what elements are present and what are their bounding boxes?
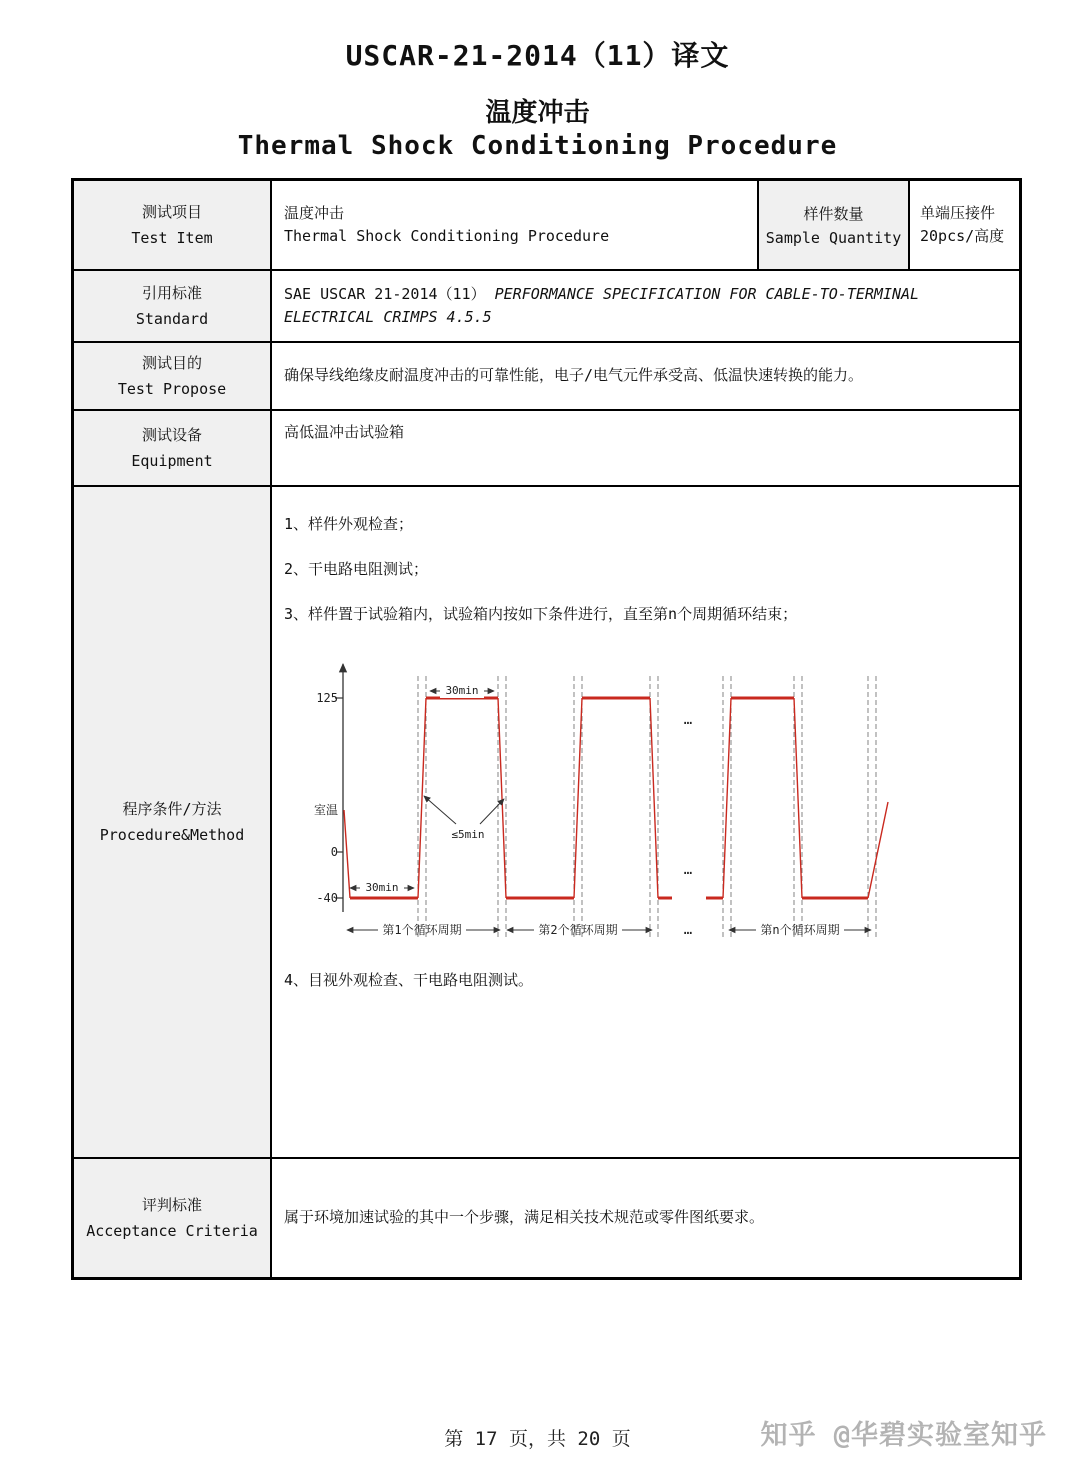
- thermal-cycle-chart: [310, 650, 910, 950]
- test-item-label-cell: [74, 181, 272, 269]
- cycle-boundary-dashed-lines: [418, 676, 876, 940]
- cycle-n-label: 第n个循环周期: [760, 923, 840, 937]
- standard-label-cell: [74, 271, 272, 341]
- equipment-label-cell: [74, 411, 272, 485]
- row-test-item: [74, 181, 1019, 271]
- ytick-125: 125: [316, 691, 338, 705]
- standard-label-cn: 引用标准: [141, 284, 202, 303]
- low-dwell-label: 30min: [365, 881, 399, 894]
- equipment-label-en: Equipment: [131, 451, 213, 470]
- procedure-label-en: Procedure&Method: [99, 825, 245, 844]
- test-item-label-cn: 测试项目: [141, 203, 202, 222]
- sample-quantity-value-line1: 单端压接件: [920, 203, 996, 222]
- acceptance-label-cell: [74, 1159, 272, 1277]
- cycle-n-span: [729, 922, 871, 937]
- doc-title: USCAR-21-2014（11）译文: [345, 39, 730, 72]
- temperature-plateaus: [350, 698, 868, 898]
- cycle-1-span: [347, 922, 500, 937]
- procedure-step-1: 1、样件外观检查；: [284, 515, 414, 533]
- equipment-value: 高低温冲击试验箱: [284, 423, 405, 441]
- purpose-label-cn: 测试目的: [141, 354, 202, 373]
- standard-value-spec-name: PERFORMANCE SPECIFICATION FOR CABLE-TO-TERMINAL ELECTRICAL CRIMPS 4.5.5: [284, 284, 920, 326]
- standard-label-en: Standard: [135, 309, 209, 328]
- thermal-cycle-chart-wrap: [310, 650, 1007, 957]
- ytick-0: 0: [330, 845, 338, 859]
- high-dwell-annotation: [430, 683, 494, 698]
- sample-quantity-value-cell: [910, 181, 1019, 269]
- procedure-step-2: 2、干电路电阻测试；: [284, 560, 429, 578]
- row-standard: [74, 271, 1019, 343]
- procedure-label-cell: [74, 487, 272, 1157]
- test-item-label-en: Test Item: [131, 228, 213, 247]
- row-equipment: [74, 411, 1019, 487]
- standard-value-prefix: SAE USCAR 21-2014（11）: [284, 284, 486, 303]
- sample-quantity-label-cn: 样件数量: [803, 205, 864, 223]
- ellipsis-low: …: [683, 862, 693, 878]
- ellipsis-cycles: …: [683, 922, 693, 938]
- acceptance-label-cn: 评判标准: [141, 1196, 202, 1215]
- purpose-label-cell: [74, 343, 272, 409]
- watermark: 知乎 @华碧实验室知乎: [760, 1420, 1047, 1451]
- spec-table: [71, 178, 1022, 1280]
- page-number: 第 17 页，共 20 页: [444, 1428, 631, 1450]
- acceptance-value-cell: [272, 1159, 1019, 1277]
- procedure-value-cell: [272, 487, 1019, 1157]
- cycle-2-label: 第2个循环周期: [538, 923, 618, 937]
- doc-subtitle-en: Thermal Shock Conditioning Procedure: [237, 131, 838, 161]
- cycle-2-span: [507, 922, 652, 937]
- standard-value-cell: [272, 271, 1019, 341]
- acceptance-value: 属于环境加速试验的其中一个步骤，满足相关技术规范或零件图纸要求。: [284, 1208, 765, 1227]
- standard-value: [284, 283, 1007, 330]
- test-item-value-cell: [272, 181, 759, 269]
- sample-quantity-value-line2: 20pcs/高度: [920, 227, 1005, 245]
- procedure-step-3: 3、样件置于试验箱内，试验箱内按如下条件进行，直至第n个周期循环结束；: [284, 605, 798, 623]
- transition-annotation: [424, 796, 504, 841]
- purpose-value-cell: [272, 343, 1019, 409]
- procedure-step-4: 4、目视外观检查、干电路电阻测试。: [284, 971, 534, 990]
- ytick-room-temp: 室温: [313, 803, 338, 817]
- ellipsis-high: …: [683, 712, 693, 728]
- row-acceptance: [74, 1159, 1019, 1277]
- sample-quantity-label-en: Sample Quantity: [765, 229, 902, 247]
- transition-label: ≤5min: [451, 828, 485, 841]
- purpose-value: 确保导线绝缘皮耐温度冲击的可靠性能，电子/电气元件承受高、低温快速转换的能力。: [284, 366, 864, 385]
- acceptance-label-en: Acceptance Criteria: [86, 1221, 258, 1240]
- high-dwell-label: 30min: [445, 684, 479, 697]
- cycle-1-label: 第1个循环周期: [382, 923, 462, 937]
- equipment-value-cell: [272, 411, 1019, 485]
- procedure-label-cn: 程序条件/方法: [122, 800, 222, 819]
- test-item-value-en: Thermal Shock Conditioning Procedure: [284, 227, 610, 245]
- y-axis-ticks: [335, 698, 343, 898]
- row-test-purpose: [74, 343, 1019, 411]
- sample-quantity-label-cell: [759, 181, 910, 269]
- low-dwell-annotation: [350, 880, 414, 895]
- equipment-label-cn: 测试设备: [141, 426, 202, 445]
- doc-subtitle-cn: 温度冲击: [485, 98, 590, 128]
- row-procedure: [74, 487, 1019, 1159]
- ytick-neg40: -40: [316, 891, 338, 905]
- purpose-label-en: Test Propose: [117, 379, 227, 398]
- test-item-value-cn: 温度冲击: [284, 203, 345, 222]
